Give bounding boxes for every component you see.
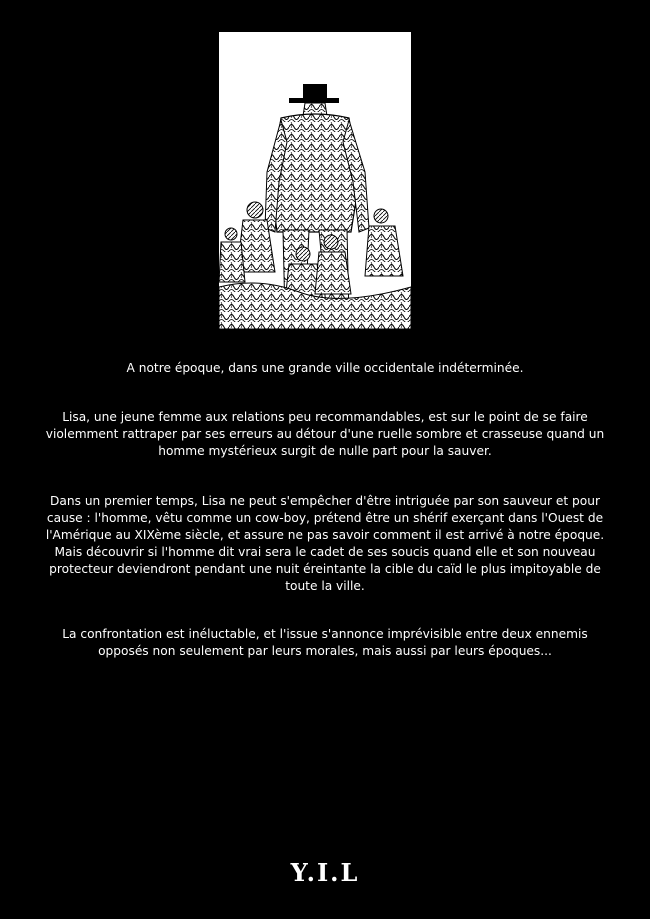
premier-temps-paragraph: Dans un premier temps, Lisa ne peut s'empêcher d'être intriguée par son sauveur et pour cause : l'homme, vêtu comme un cow-boy, prétend être un shérif exerçant dans l'Ouest de l'Amérique au XIXème siècle, et assure ne pas savoir comment il est arrivé à notre époque. Mais découvrir si l'homme dit vrai sera le cadet de ses soucis quand elle et son nouveau protecteur deviendront pendant une nuit éreintante la cible du caïd le plus impitoyable de toute la ville.: [45, 494, 605, 593]
author-signature: Y.I.L: [290, 858, 360, 887]
cover-illustration: [219, 32, 411, 329]
intro-paragraph: A notre époque, dans une grande ville occidentale indéterminée.: [126, 361, 524, 375]
confrontation-paragraph: La confrontation est inéluctable, et l'issue s'annonce imprévisible entre deux ennemis opposés non seulement par leurs morales, mais aussi par leurs époques...: [62, 627, 588, 658]
lisa-paragraph: Lisa, une jeune femme aux relations peu recommandables, est sur le point de se faire violemment rattraper par ses erreurs au détour d'une ruelle sombre et crasseuse quand un homme mystérieux surgit de nulle part pour la sauver.: [45, 410, 605, 458]
